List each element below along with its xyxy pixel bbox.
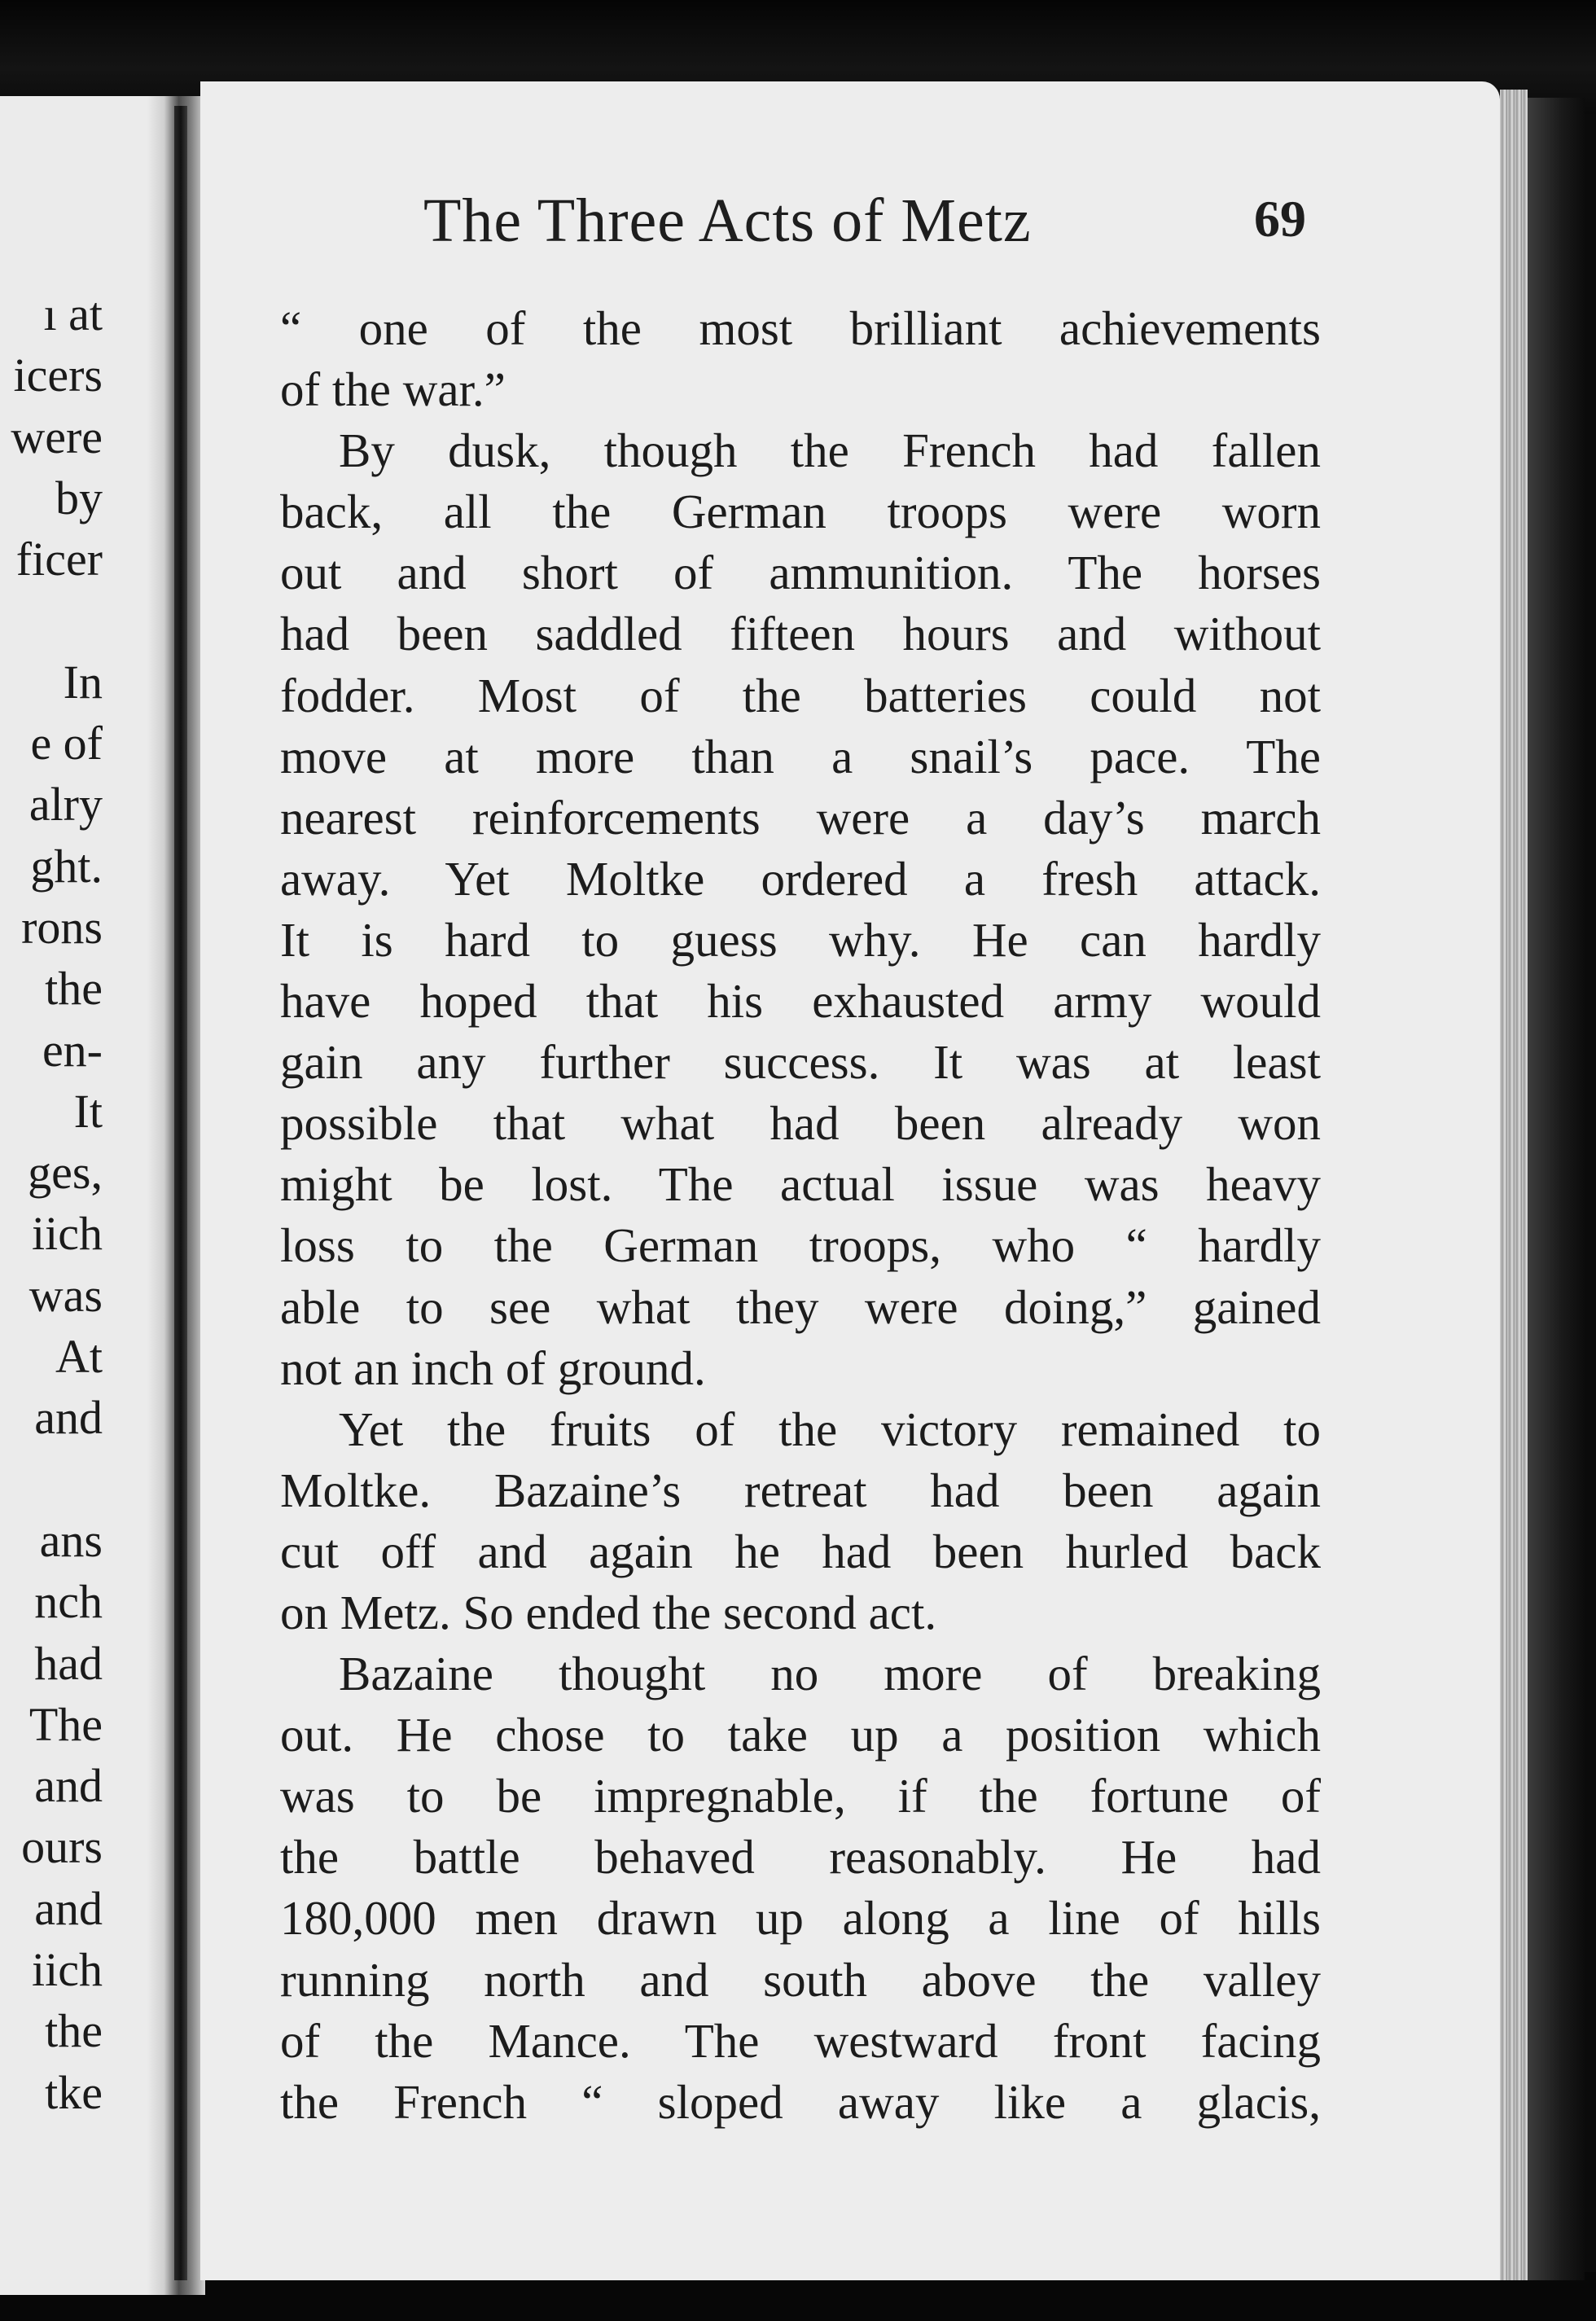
left-page-fragment: ours	[21, 1820, 103, 1874]
left-page-fragment: were	[11, 410, 103, 463]
body-line: was to be impregnable, if the fortune of	[280, 1769, 1321, 1823]
left-page-fragment: icers	[13, 349, 103, 402]
body-line: “ one of the most brilliant achievements	[280, 301, 1321, 355]
left-page-fragment: ges,	[28, 1146, 103, 1200]
page-edges	[1500, 90, 1528, 2280]
body-line: Moltke. Bazaine’s retreat had been again	[280, 1463, 1321, 1517]
book-edge-shadow	[1528, 98, 1585, 2280]
body-line: gain any further success. It was at least	[280, 1035, 1321, 1090]
left-page-fragment	[0, 590, 103, 651]
body-line: the battle behaved reasonably. He had	[280, 1830, 1321, 1884]
body-line: running north and south above the valley	[280, 1952, 1321, 2007]
left-page-fragment: e of	[30, 717, 103, 770]
left-page-fragment: At	[55, 1330, 103, 1384]
left-page-fragment	[0, 1449, 103, 1510]
left-page-fragment: the	[45, 2004, 103, 2058]
left-page-fragment: iich	[32, 1943, 103, 1997]
body-text	[280, 298, 1321, 2133]
left-page-fragment: nch	[34, 1575, 103, 1629]
body-line: Bazaine thought no more of breaking	[339, 1647, 1321, 1701]
body-line: move at more than a snail’s pace. The	[280, 729, 1321, 783]
body-line: It is hard to guess why. He can hardly	[280, 912, 1321, 967]
left-page-fragment: ı at	[43, 287, 103, 340]
left-page-fragment: the	[45, 962, 103, 1016]
body-line: 180,000 men drawn up along a line of hills	[280, 1891, 1321, 1946]
body-line: not an inch of ground.	[280, 1340, 706, 1395]
left-page-text-fragments	[0, 283, 103, 2123]
left-page-fragment: ans	[39, 1513, 103, 1567]
left-page-fragment: rons	[21, 900, 103, 954]
left-page-fragment: had	[34, 1636, 103, 1690]
left-page-fragment: by	[55, 471, 103, 524]
gutter-shadow	[174, 106, 187, 2280]
left-page-fragment: The	[28, 1697, 103, 1751]
left-page-fragment: ficer	[15, 533, 103, 586]
left-page-fragment: alry	[28, 778, 103, 831]
left-page-fragment: tke	[45, 2065, 103, 2119]
left-page-fragment: was	[28, 1268, 103, 1322]
left-page-fragment: It	[73, 1084, 103, 1138]
body-line: possible that what had been already won	[280, 1096, 1321, 1151]
body-line: cut off and again he had been hurled back	[280, 1524, 1321, 1578]
body-line: By dusk, though the French had fallen	[339, 423, 1321, 478]
body-line: fodder. Most of the batteries could not	[280, 668, 1321, 722]
page-number: 69	[1254, 190, 1306, 248]
body-line: loss to the German troops, who “ hardly	[280, 1218, 1321, 1273]
left-page-fragment: and	[34, 1391, 103, 1445]
left-page-fragment: en-	[42, 1023, 103, 1077]
running-head: The Three Acts of Metz	[423, 186, 1032, 255]
body-line: Yet the fruits of the victory remained to	[339, 1402, 1321, 1456]
body-line: on Metz. So ended the second act.	[280, 1585, 937, 1639]
body-line: able to see what they were doing,” gained	[280, 1279, 1321, 1334]
left-page-fragment: In	[63, 655, 103, 709]
body-line: away. Yet Moltke ordered a fresh attack.	[280, 851, 1321, 906]
body-line: back, all the German troops were worn	[280, 485, 1321, 539]
body-line: of the Mance. The westward front facing	[280, 2013, 1321, 2068]
left-page-fragment: ght.	[30, 839, 103, 893]
left-page-fragment: and	[34, 1881, 103, 1935]
body-line: out. He chose to take up a position which	[280, 1708, 1321, 1762]
body-line: have hoped that his exhausted army would	[280, 974, 1321, 1029]
body-line: might be lost. The actual issue was heavy	[280, 1157, 1321, 1212]
left-page-fragment: and	[34, 1759, 103, 1813]
body-line: out and short of ammunition. The horses	[280, 546, 1321, 600]
page-header	[423, 186, 1319, 259]
left-page-fragment: iich	[32, 1207, 103, 1261]
body-line: the French “ sloped away like a glacis,	[280, 2074, 1321, 2129]
body-line: had been saddled fifteen hours and without	[280, 607, 1321, 661]
body-line: of the war.”	[280, 362, 506, 417]
body-line: nearest reinforcements were a day’s march	[280, 790, 1321, 845]
